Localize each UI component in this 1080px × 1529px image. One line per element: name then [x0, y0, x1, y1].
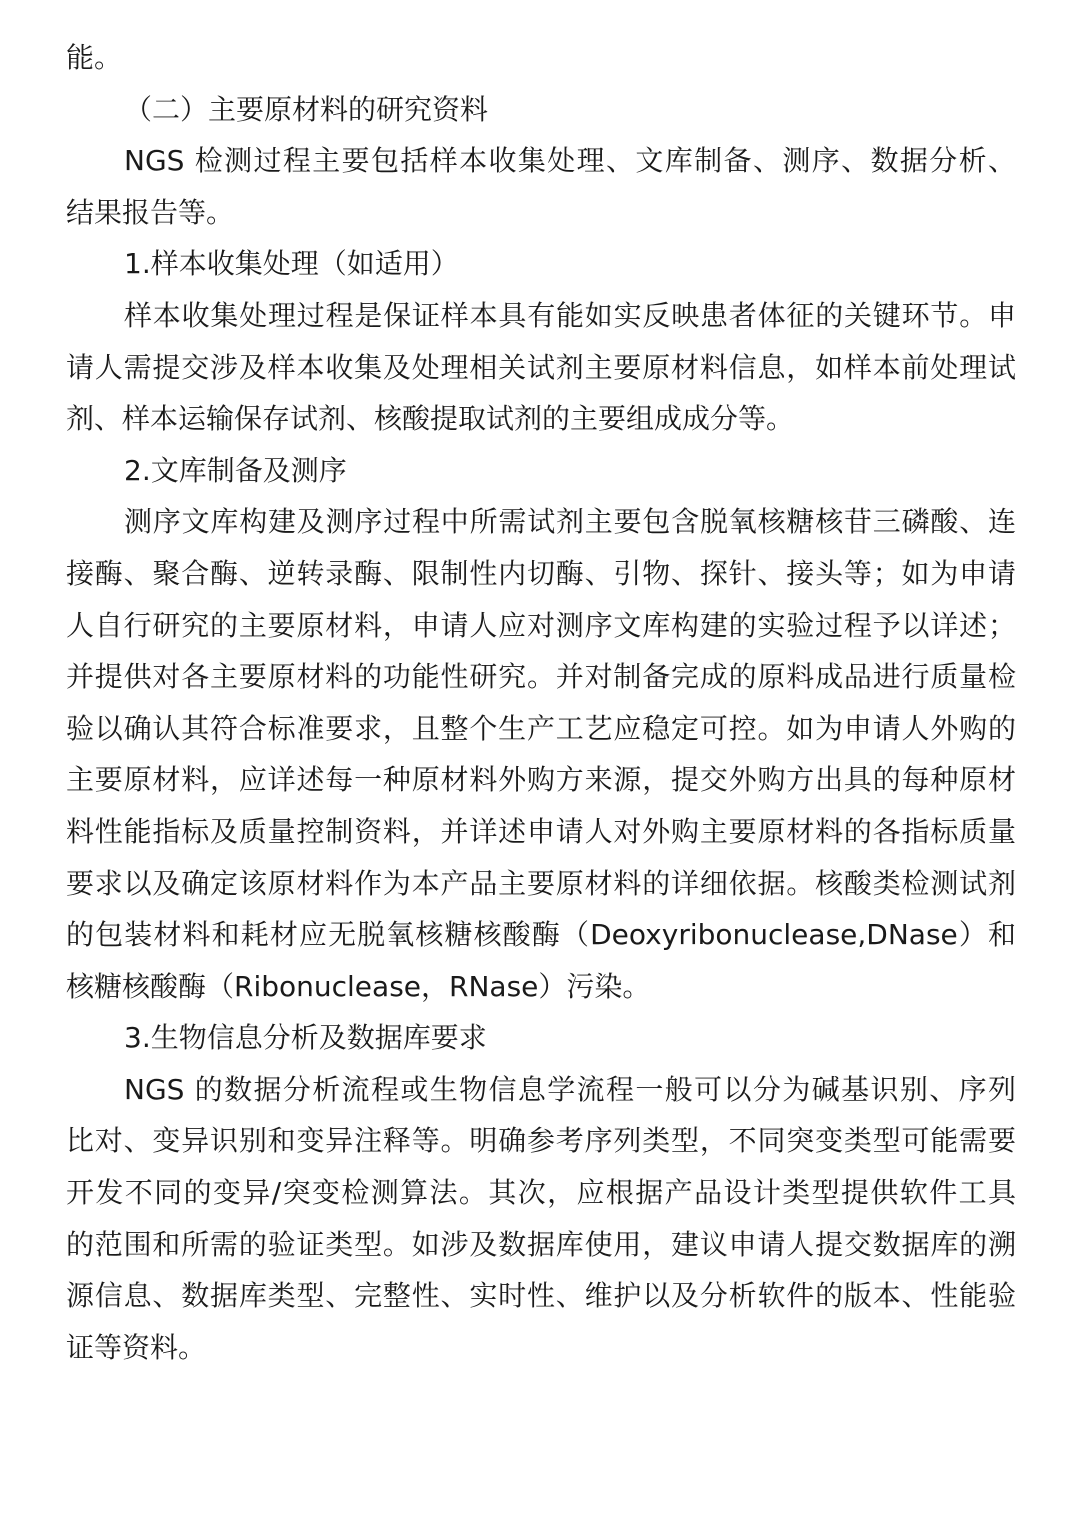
text-line: 料性能指标及质量控制资料，并详述申请人对外购主要原材料的各指标质量 [66, 814, 1016, 848]
document-page [66, 32, 1016, 1373]
text-line: 并提供对各主要原材料的功能性研究。并对制备完成的原料成品进行质量检 [66, 660, 1016, 694]
text-line: 证等资料。 [66, 1330, 207, 1364]
text-line: 剂、样本运输保存试剂、核酸提取试剂的主要组成成分等。 [66, 402, 795, 436]
text-line: 人自行研究的主要原材料，申请人应对测序文库构建的实验过程予以详述； [66, 608, 1016, 642]
text-line: 2.文库制备及测序 [124, 453, 347, 487]
text-line: 测序文库构建及测序过程中所需试剂主要包含脱氧核糖核苷三磷酸、连 [124, 505, 1016, 539]
text-line: 请人需提交涉及样本收集及处理相关试剂主要原材料信息，如样本前处理试 [66, 350, 1016, 384]
text-line: 源信息、数据库类型、完整性、实时性、维护以及分析软件的版本、性能验 [66, 1279, 1016, 1313]
text-line: 3.生物信息分析及数据库要求 [124, 1021, 487, 1055]
text-line: 能。 [66, 41, 123, 74]
text-line: NGS 检测过程主要包括样本收集处理、文库制备、测序、数据分析、 [124, 144, 1016, 178]
text-line: 1.样本收集处理（如适用） [124, 247, 459, 281]
text-line: 开发不同的变异/突变检测算法。其次，应根据产品设计类型提供软件工具 [66, 1176, 1016, 1210]
text-line: NGS 的数据分析流程或生物信息学流程一般可以分为碱基识别、序列 [124, 1072, 1016, 1106]
text-line: 的范围和所需的验证类型。如涉及数据库使用，建议申请人提交数据库的溯 [66, 1227, 1016, 1261]
text-line: 主要原材料，应详述每一种原材料外购方来源，提交外购方出具的每种原材 [66, 763, 1016, 797]
text-line: 比对、变异识别和变异注释等。明确参考序列类型，不同突变类型可能需要 [66, 1124, 1016, 1158]
text-line: 样本收集处理过程是保证样本具有能如实反映患者体征的关键环节。申 [124, 298, 1016, 332]
text-line: 验以确认其符合标准要求，且整个生产工艺应稳定可控。如为申请人外购的 [66, 711, 1016, 745]
text-line: 要求以及确定该原材料作为本产品主要原材料的详细依据。核酸类检测试剂 [66, 866, 1016, 900]
text-line: 结果报告等。 [66, 195, 235, 229]
text-line: （二）主要原材料的研究资料 [124, 92, 489, 126]
text-line: 的包装材料和耗材应无脱氧核糖核酸酶（Deoxyribonuclease,DNase）和 [66, 918, 1016, 952]
text-line: 接酶、聚合酶、逆转录酶、限制性内切酶、引物、探针、接头等；如为申请 [66, 556, 1016, 590]
text-line: 核糖核酸酶（Ribonuclease，RNase）污染。 [66, 969, 651, 1003]
